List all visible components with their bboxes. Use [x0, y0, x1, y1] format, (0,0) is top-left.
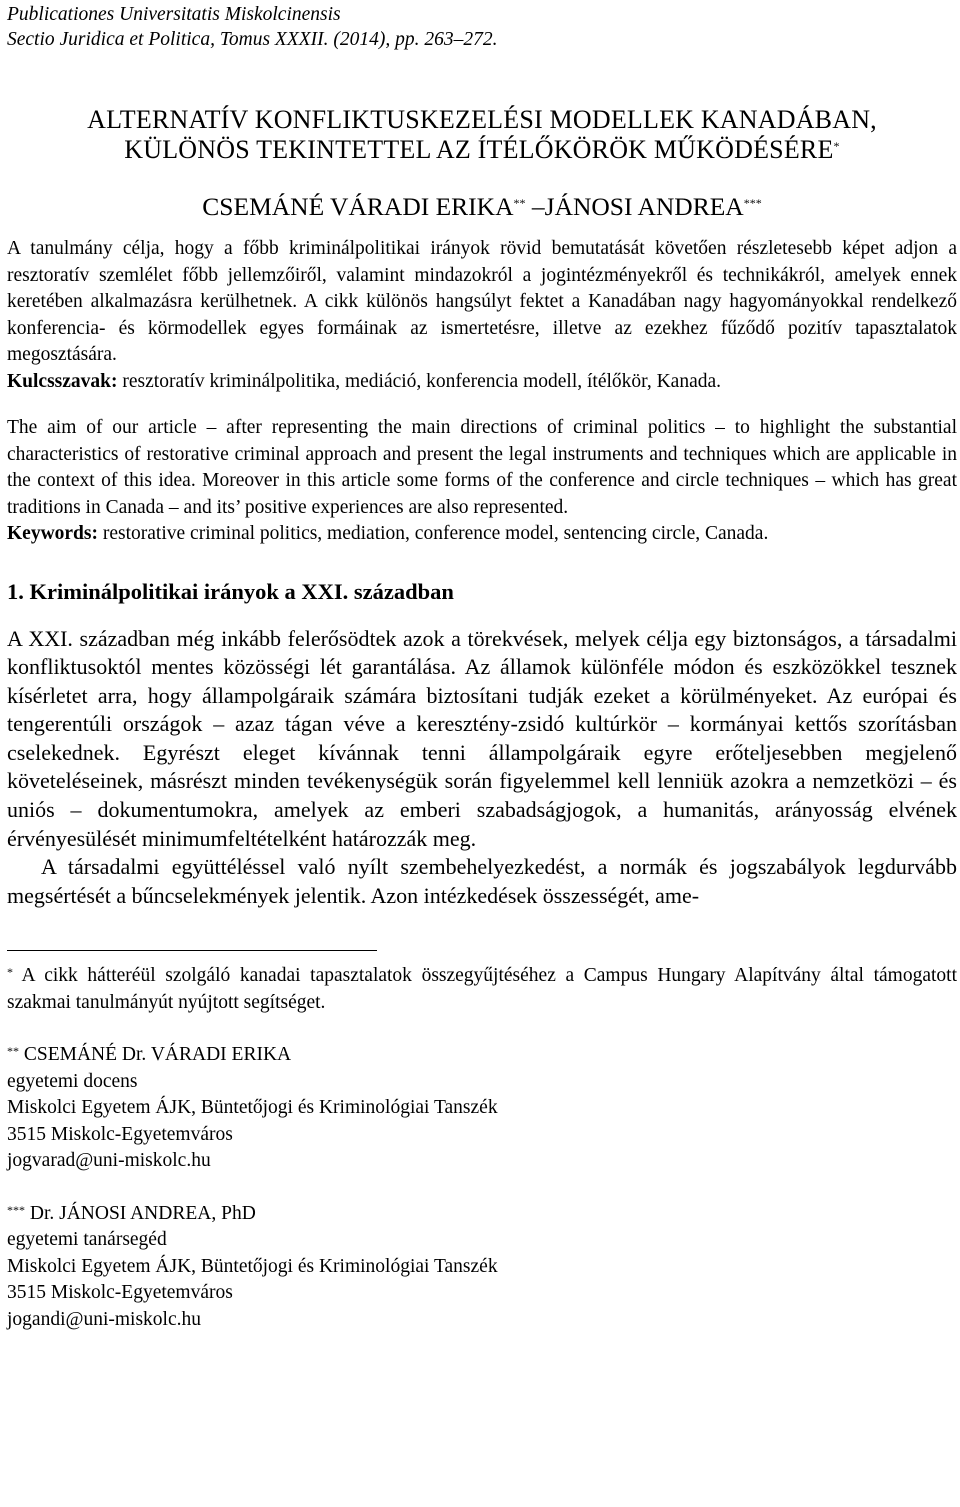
footnote-2-position: egyetemi docens	[7, 1070, 138, 1092]
author-2-footnote-mark: ***	[743, 196, 762, 210]
author-1-footnote-mark: **	[513, 196, 526, 210]
article-title-line-2	[7, 135, 957, 165]
footnote-divider	[7, 950, 377, 951]
author-1: CSEMÁNÉ VÁRADI ERIKA	[202, 192, 514, 221]
article-title-line-1: ALTERNATÍV KONFLIKTUSKEZELÉSI MODELLEK KANADÁBAN,	[87, 105, 877, 134]
footnote-2	[7, 1042, 957, 1175]
footnote-2-name: CSEMÁNÉ Dr. VÁRADI ERIKA	[19, 1044, 292, 1066]
document-page	[7, 0, 957, 1333]
authors	[7, 192, 957, 222]
keywords-english	[7, 521, 957, 548]
footnote-3-name-line	[7, 1201, 957, 1228]
section-body	[7, 625, 957, 911]
body-paragraph-2: A társadalmi együttéléssel való nyílt szembehelyezkedést, a normák és jogszabályok legdurvább megsértését a bűncselekmények jelentik. Azon intézkedések összességét, ame-	[7, 854, 957, 908]
keywords-hungarian	[7, 369, 957, 396]
author-2: JÁNOSI ANDREA	[544, 192, 744, 221]
footnote-1-mark: *	[7, 965, 13, 980]
footnote-2-address: 3515 Miskolc-Egyetemváros	[7, 1123, 233, 1145]
keywords-english-label: Keywords:	[7, 523, 98, 544]
article-title	[7, 105, 957, 165]
journal-header-line-2: Sectio Juridica et Politica, Tomus XXXII. (2014), pp. 263–272.	[7, 29, 498, 50]
body-paragraph-1: A XXI. században még inkább felerősödtek azok a törekvések, melyek célja egy biztonságos, a társadalmi konfliktusoktól mentes közösségi lét garantálása. Az államok különféle módon és eszközökkel tesznek kísérletet arra, hogy állampolgáraik számára biztosítani tudják ezeket a körülményeket. Az európai és tengerentúli országok – azaz tágan véve a keresztény-zsidó kultúrkör – kormányai kettős szorításban cselekednek. Egyrészt eleget kívánnak tenni állampolgáraik egyre erőteljesebben megjelenő követeléseinek, másrészt minden tevékenységük során figyelemmel kell lenniük azokra a nemzetközi – és uniós – dokumentumokra, amelyek az emberi szabadságjogok, a humanitás, arányosság elvének érvényesülését minimumfeltételként határozzák meg.	[7, 625, 957, 851]
footnote-2-mark: **	[7, 1044, 19, 1059]
keywords-english-text: restorative criminal politics, mediation, conference model, sentencing circle, Canada.	[98, 523, 769, 544]
journal-header	[7, 2, 957, 52]
footnote-3-affiliation: Miskolci Egyetem ÁJK, Büntetőjogi és Kriminológiai Tanszék	[7, 1255, 498, 1277]
section-heading: 1. Kriminálpolitikai irányok a XXI. században	[7, 578, 454, 604]
journal-header-line-1: Publicationes Universitatis Miskolcinensis	[7, 4, 341, 25]
title-footnote-mark: *	[833, 139, 840, 153]
article-title-line-2-text: KÜLÖNÖS TEKINTETTEL AZ ÍTÉLŐKÖRÖK MŰKÖDÉSÉRE	[124, 135, 834, 164]
footnote-3	[7, 1201, 957, 1334]
abstract-hungarian: A tanulmány célja, hogy a főbb kriminálpolitikai irányok rövid bemutatását követően részletesebb képet adjon a resztoratív szemlélet főbb jellemzőiről, valamint mindazokról a jogintézményekről és technikákról, amelyek ennek keretében alkalmazásra kerülhetnek. A cikk különös hangsúlyt fektet a Kanadában nagy hagyományokkal rendelkező konferencia- és körmodellek egyes formáinak az ismertetésre, illetve az ezekhez fűződő pozitív tapasztalatok megosztására.	[7, 238, 957, 365]
author-separator: –	[531, 192, 545, 221]
footnote-2-affiliation: Miskolci Egyetem ÁJK, Büntetőjogi és Kriminológiai Tanszék	[7, 1097, 498, 1119]
footnote-1	[7, 963, 957, 1016]
footnote-3-mark: ***	[7, 1202, 25, 1217]
footnote-3-address: 3515 Miskolc-Egyetemváros	[7, 1282, 233, 1304]
keywords-hungarian-label: Kulcsszavak:	[7, 370, 118, 392]
footnote-3-email: jogandi@uni-miskolc.hu	[7, 1308, 201, 1330]
footnote-2-email: jogvarad@uni-miskolc.hu	[7, 1150, 211, 1172]
footnote-3-name: Dr. JÁNOSI ANDREA, PhD	[25, 1202, 256, 1224]
keywords-hungarian-text: resztoratív kriminálpolitika, mediáció, konferencia modell, ítélőkör, Kanada.	[117, 370, 722, 392]
footnote-2-name-line	[7, 1042, 957, 1069]
footnote-1-text: A cikk hátteréül szolgáló kanadai tapasztalatok összegyűjtéséhez a Campus Hungary Alapítvány által támogatott szakmai tanulmányút nyújtott segítséget.	[7, 965, 957, 1013]
footnote-3-position: egyetemi tanársegéd	[7, 1229, 167, 1251]
abstract-english: The aim of our article – after representing the main directions of criminal politics – to highlight the substantial characteristics of restorative criminal approach and present the legal instruments and techniques which are applicable in the context of this idea. Moreover in this article some forms of the conference and circle techniques – which has great traditions in Canada – and its’ positive experiences are also represented.	[7, 417, 957, 518]
